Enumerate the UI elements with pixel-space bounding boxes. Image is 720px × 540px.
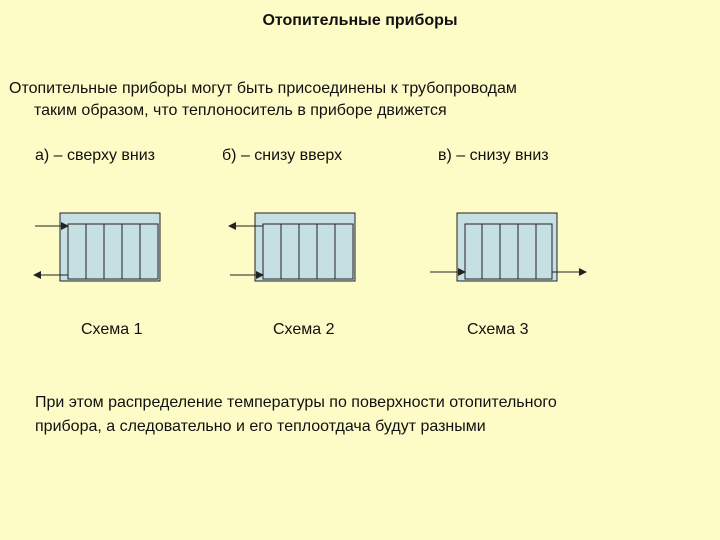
scheme-2-label: б) – снизу вверх <box>222 147 343 164</box>
scheme-3-label: в) – снизу вниз <box>438 147 549 164</box>
intro-line-1: Отопительные приборы могут быть присоединены к трубопроводам <box>9 80 517 97</box>
scheme-2-caption: Схема 2 <box>273 321 335 338</box>
radiator-body <box>60 213 160 281</box>
scheme-3-diagram <box>420 200 590 290</box>
radiator-body <box>255 213 355 281</box>
conclusion-line-1: При этом распределение температуры по поверхности отопительного <box>35 394 557 411</box>
slide-title: Отопительные приборы <box>262 12 458 29</box>
scheme-1-diagram <box>30 200 170 290</box>
scheme-1-label: а) – сверху вниз <box>35 147 156 164</box>
intro-text <box>9 78 709 122</box>
scheme-3-caption: Схема 3 <box>467 321 529 338</box>
scheme-1-caption: Схема 1 <box>81 321 143 338</box>
conclusion-text <box>35 391 705 439</box>
title-band <box>0 0 720 44</box>
radiator-body <box>457 213 557 281</box>
scheme-2-diagram <box>225 200 365 290</box>
conclusion-line-2: прибора, а следовательно и его теплоотдача будут разными <box>35 418 486 435</box>
intro-line-2: таким образом, что теплоноситель в приборе движется <box>34 102 447 119</box>
